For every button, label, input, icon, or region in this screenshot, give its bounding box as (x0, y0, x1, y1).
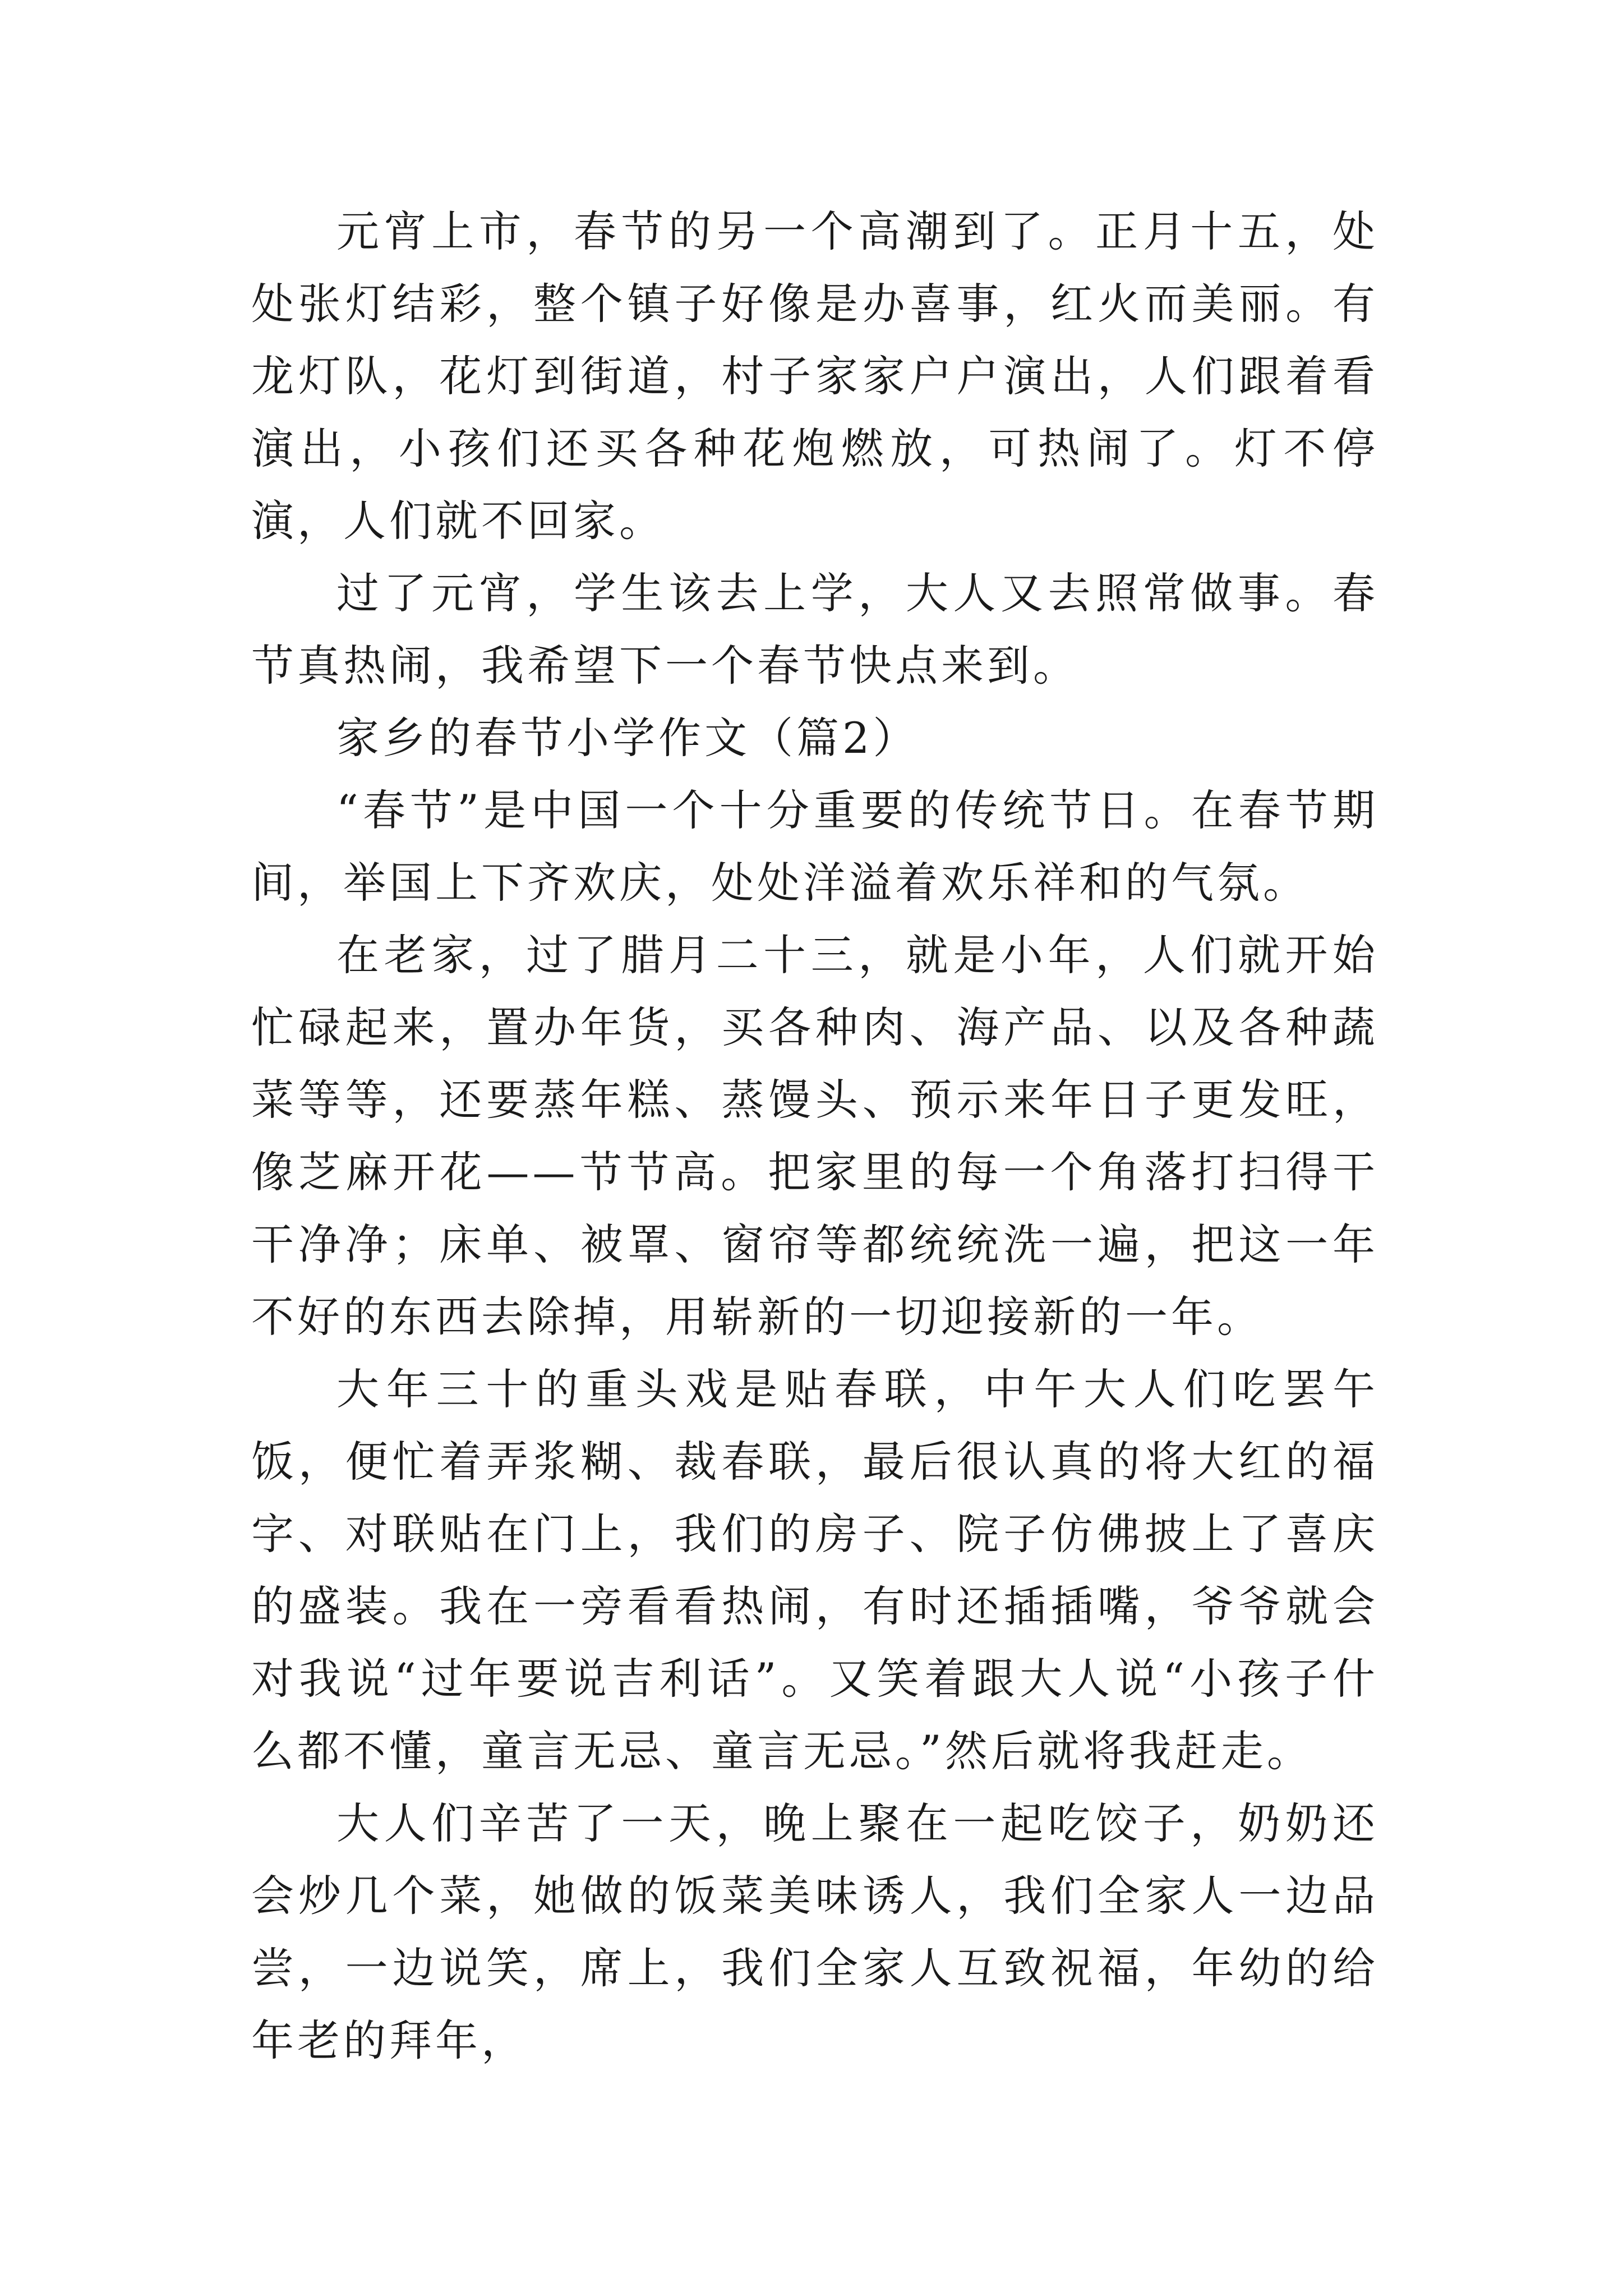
paragraph-couplets: 大年三十的重头戏是贴春联，中午大人们吃罢午饭，便忙着弄浆糊、裁春联，最后很认真的将大红的福字、对联贴在门上，我们的房子、院子仿佛披上了喜庆的盛装。我在一旁看看热闹，有时还插插嘴，爷爷就会对我说“过年要说吉利话”。又笑着跟大人说“小孩子什么都不懂，童言无忌、童言无忌。”然后就将我赶走。 (251, 1364, 1378, 1776)
paragraph-preparations: 在老家，过了腊月二十三，就是小年，人们就开始忙碌起来，置办年货，买各种肉、海产品、以及各种蔬菜等等，还要蒸年糕、蒸馒头、预示来年日子更发旺，像芝麻开花——节节高。把家里的每一个角落打扫得干干净净；床单、被罩、窗帘等都统统洗一遍，把这一年不好的东西去除掉，用崭新的一切迎接新的一年。 (251, 930, 1378, 1342)
section-title: 家乡的春节小学作文（篇2） (336, 713, 919, 763)
document-body (251, 195, 1378, 2077)
paragraph-after-lantern: 过了元宵，学生该去上学，大人又去照常做事。春节真热闹，我希望下一个春节快点来到。 (251, 568, 1378, 691)
paragraph-dinner: 大人们辛苦了一天，晚上聚在一起吃饺子，奶奶还会炒几个菜，她做的饭菜美味诱人，我们全家人一边品尝，一边说笑，席上，我们全家人互致祝福，年幼的给年老的拜年， (251, 1798, 1378, 2065)
paragraph-lantern-festival: 元宵上市，春节的另一个高潮到了。正月十五，处处张灯结彩，整个镇子好像是办喜事，红火而美丽。有龙灯队，花灯到街道，村子家家户户演出，人们跟着看演出，小孩们还买各种花炮燃放，可热闹了。灯不停演，人们就不回家。 (251, 206, 1378, 546)
paragraph-intro: “春节”是中国一个十分重要的传统节日。在春节期间，举国上下齐欢庆，处处洋溢着欢乐祥和的气氛。 (251, 785, 1378, 908)
